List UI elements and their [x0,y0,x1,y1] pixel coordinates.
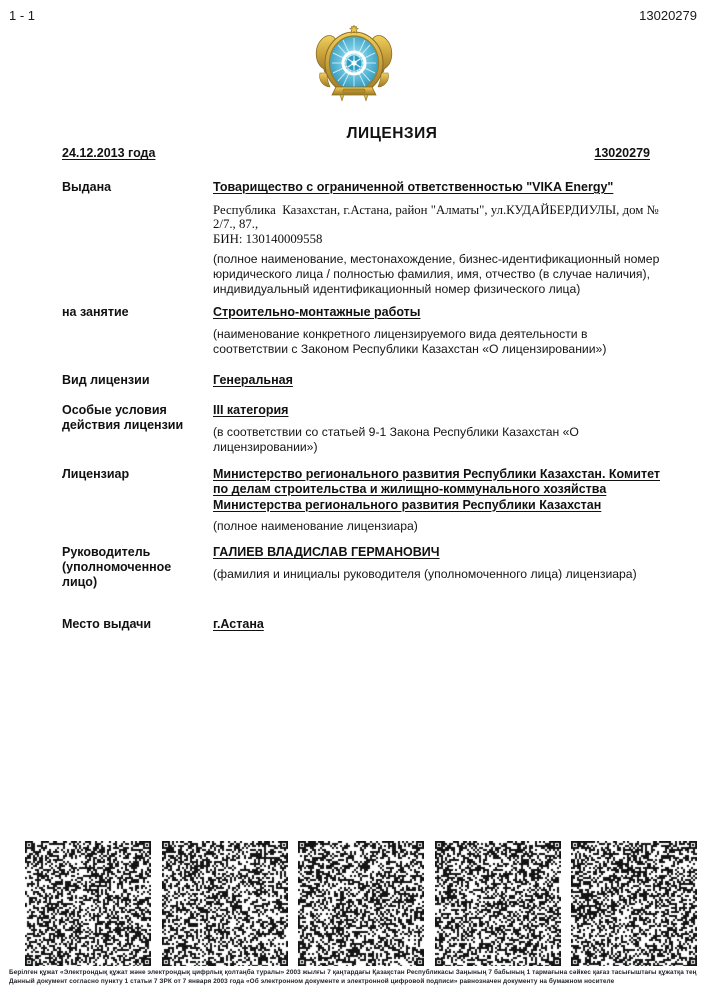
field-label: Лицензиар [62,466,130,481]
field-label: Вид лицензии [62,372,150,387]
field-note: (фамилия и инициалы руководителя (уполномоченного лица) лицензиара) [213,566,637,581]
licensee-bin-line: БИН: 130140009558 [213,231,323,246]
barcode-image [571,841,697,966]
license-header-row [62,146,650,160]
legal-footer [9,968,699,986]
field-label: Место выдачи [62,617,152,631]
field-row-head [62,545,689,590]
field-label: Особые условия действия лицензии [62,403,184,432]
issue-date: 24.12.2013 года [62,146,156,160]
barcode-image [435,841,561,966]
page-indicator: 1 - 1 [9,8,36,23]
license-type-value: Генеральная [213,372,293,387]
field-note: (полное наименование лицензиара) [213,519,418,533]
field-row-licensor [62,467,689,535]
category-value: III категория [213,403,289,417]
field-row-license-type [62,373,689,389]
barcode-image [298,841,424,966]
barcode-image [25,841,151,966]
legal-footer-line-ru: Данный документ согласно пункту 1 статьи 7 ЗРК от 7 января 2003 года «Об электронном документе и электронной цифровой подписи» равнозначен документу на бумажном носителе [9,978,615,985]
field-note: (в соответствии со статьей 9-1 Закона Республики Казахстан «О лицензировании») [213,424,579,454]
field-label: Руководитель (уполномоченное лицо) [62,545,172,589]
field-row-activity [62,305,689,357]
field-label: Выдана [62,180,112,194]
barcode-strip [25,841,697,966]
document-title: ЛИЦЕНЗИЯ [346,125,438,142]
legal-footer-line-kk: Берілген құжат «Электрондық құжат және электрондық цифрлық қолтаңба туралы» 2003 жылғы 7 қаңтардағы Қазақстан Республикасы Заңының 7 бабының 1 тармағына сәйкес қағаз тасығыштағы құжатқа тең [9,969,697,976]
licensee-name: Товарищество с ограниченной ответственностью "VIKA Energy" [213,180,614,194]
licensee-address-line: Республика Казахстан, г.Астана, район "Алматы", ул.КУДАЙБЕРДИУЛЫ, дом № 2/7., 87., [213,202,662,231]
barcode-image [162,841,288,966]
kazakhstan-emblem-icon [310,25,398,103]
license-number: 13020279 [594,146,650,160]
field-row-place-of-issue [62,617,689,633]
place-of-issue-value: г.Астана [213,617,264,631]
field-row-issued-to [62,180,689,297]
head-name-value: ГАЛИЕВ ВЛАДИСЛАВ ГЕРМАНОВИЧ [213,545,440,559]
activity-value: Строительно-монтажные работы [213,305,421,319]
license-fields [62,180,689,633]
field-note: (наименование конкретного лицензируемого вида деятельности в соответствии с Законом Республики Казахстан «О лицензировании») [213,326,607,356]
licensor-value: Министерство регионального развития Республики Казахстан. Комитет по делам строительства и жилищно-коммунального хозяйства Министерства регионального развития Республики Казахстан [213,466,660,512]
field-row-special-conditions [62,403,689,455]
field-note: (полное наименование, местонахождение, бизнес-идентификационный номер юридического лица / полностью фамилия, имя, отчество (в случае наличия), индивидуальный идентификационный номер физического лица) [213,252,660,296]
field-label: на занятие [62,305,129,319]
doc-number-top: 13020279 [639,8,697,23]
